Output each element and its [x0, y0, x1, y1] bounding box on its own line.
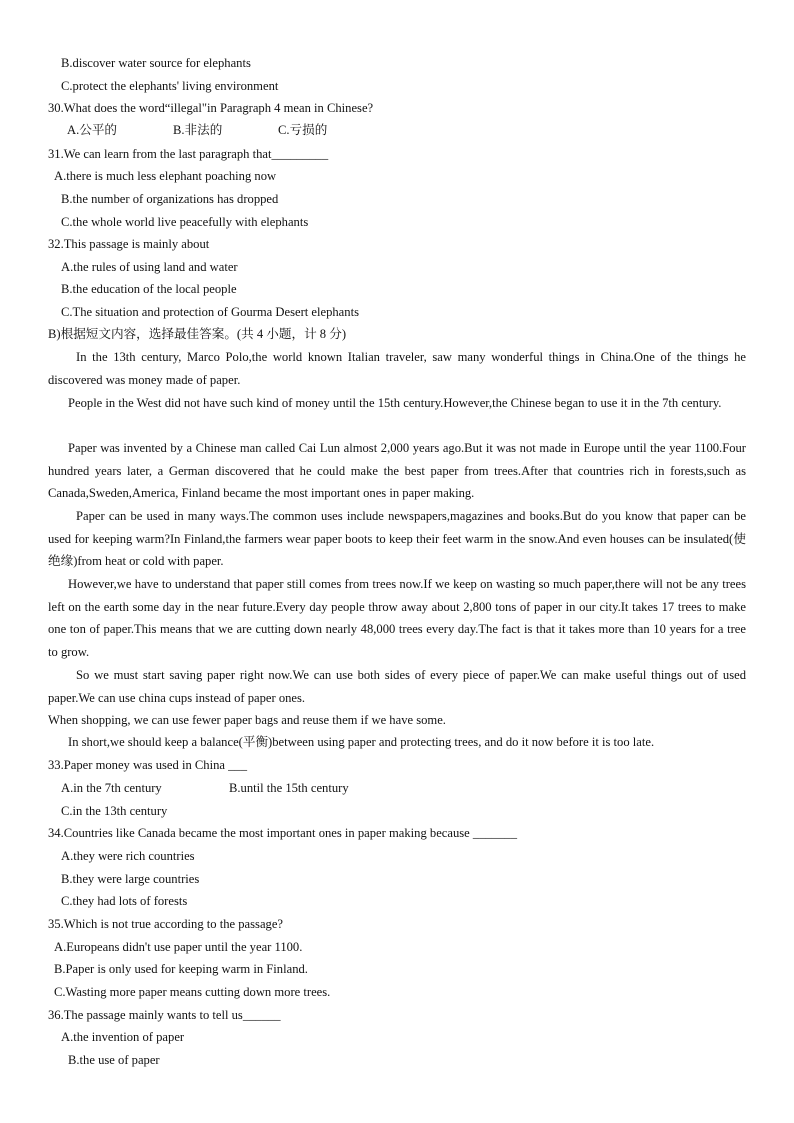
q31-option-a: A.there is much less elephant poaching now [54, 169, 277, 183]
q33-options-row [61, 780, 349, 796]
passage-paragraph-4: Paper can be used in many ways.The common uses include newspapers,magazines and books.But do you know that paper can be used for keeping warm?In Finland,the farmers wear paper boots to keep their feet warm in the snow.And even houses can be insulated(使绝缘)from heat or cold with paper. [48, 509, 746, 569]
passage-paragraph-1: In the 13th century, Marco Polo,the world known Italian traveler, saw many wonderful things in China.One of the things he discovered was money made of paper. [48, 350, 746, 387]
q36-option-b: B.the use of paper [68, 1053, 160, 1067]
q30-option-b: B.非法的 [173, 123, 223, 137]
passage-paragraph-5: However,we have to understand that paper still comes from trees now.If we keep on wasting so much paper,there will not be any trees left on the earth some day in the near future.Every day people throw away about 2,800 tons of paper in our city.It takes 17 trees to make one ton of paper.This means that we are cutting down nearly 48,000 trees every day.The fact is that it takes more than 10 years for a tree to grow. [48, 577, 746, 660]
passage-paragraph-7: When shopping, we can use fewer paper bags and reuse them if we have some. [48, 713, 446, 727]
q35-option-c: C.Wasting more paper means cutting down more trees. [54, 985, 331, 999]
q30-option-a: A.公平的 [67, 123, 118, 137]
q35-option-b: B.Paper is only used for keeping warm in Finland. [54, 962, 308, 976]
q35-option-a: A.Europeans didn't use paper until the year 1100. [54, 940, 303, 954]
q33-option-b: B.until the 15th century [229, 781, 349, 795]
q32-stem: 32.This passage is mainly about [48, 237, 210, 251]
passage-paragraph-2: People in the West did not have such kind of money until the 15th century.However,the Chinese began to use it in the 7th century. [68, 396, 722, 410]
q36-stem: 36.The passage mainly wants to tell us______ [48, 1008, 281, 1022]
q33-stem: 33.Paper money was used in China ___ [48, 758, 248, 772]
q34-option-b: B.they were large countries [61, 872, 200, 886]
q35-stem: 35.Which is not true according to the passage? [48, 917, 284, 931]
q30-option-c: C.亏损的 [278, 123, 328, 137]
q33-option-c: C.in the 13th century [61, 804, 168, 818]
section-b-heading: B)根据短文内容，选择最佳答案。(共 4 小题，计 8 分) [48, 327, 347, 341]
q36-option-a: A.the invention of paper [61, 1030, 185, 1044]
q30-options [67, 122, 327, 138]
q31-stem: 31.We can learn from the last paragraph that_________ [48, 147, 329, 161]
q32-option-a: A.the rules of using land and water [61, 260, 238, 274]
q32-option-c: C.The situation and protection of Gourma Desert elephants [61, 305, 359, 319]
q34-stem: 34.Countries like Canada became the most important ones in paper making because _______ [48, 826, 517, 840]
q29-option-b: B.discover water source for elephants [61, 56, 251, 70]
passage-paragraph-3: Paper was invented by a Chinese man called Cai Lun almost 2,000 years ago.But it was not made in Europe until the year 1100.Four hundred years later, a German discovered that he could make the best paper from trees.After that countries rich in forests,such as Canada,Sweden,America, Finland became the most important ones in paper making. [48, 441, 746, 501]
q32-option-b: B.the education of the local people [61, 282, 237, 296]
passage-paragraph-8: In short,we should keep a balance(平衡)between using paper and protecting trees, and do it now before it is too late. [68, 735, 655, 749]
q29-option-c: C.protect the elephants' living environment [61, 79, 279, 93]
q30-stem: 30.What does the word“illegal"in Paragraph 4 mean in Chinese? [48, 101, 374, 115]
passage-paragraph-6: So we must start saving paper right now.We can use both sides of every piece of paper.We can make useful things out of used paper.We can use china cups instead of paper ones. [48, 668, 746, 705]
q34-option-a: A.they were rich countries [61, 849, 195, 863]
q33-option-a: A.in the 7th century [61, 781, 162, 795]
q31-option-c: C.the whole world live peacefully with elephants [61, 215, 309, 229]
q34-option-c: C.they had lots of forests [61, 894, 188, 908]
q31-option-b: B.the number of organizations has dropped [61, 192, 279, 206]
